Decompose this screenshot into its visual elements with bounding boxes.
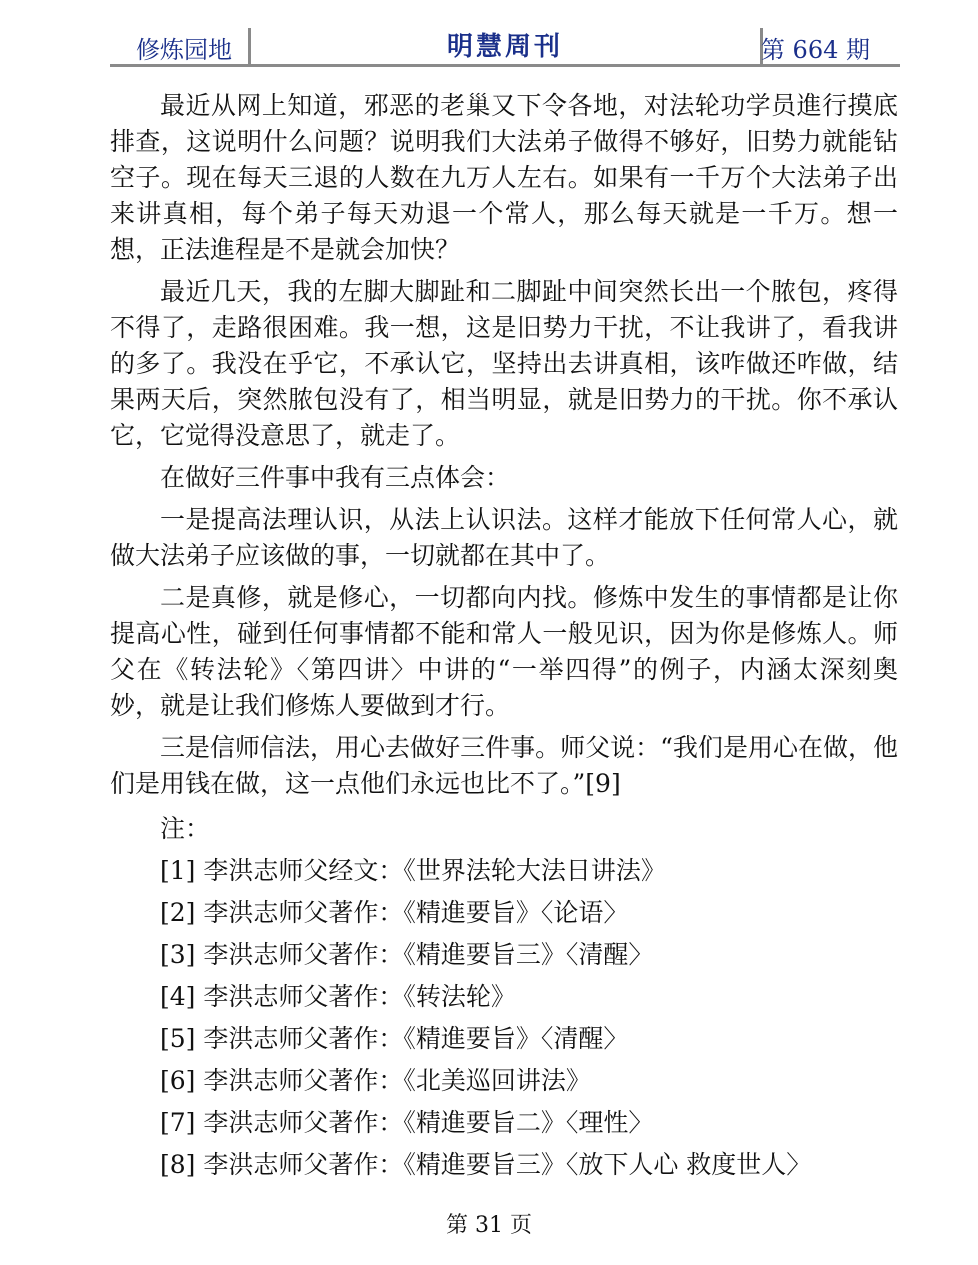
note-item: [7] 李洪志师父著作：《精進要旨二》〈理性〉: [160, 1108, 654, 1137]
paragraph: 在做好三件事中我有三点体会：: [160, 463, 511, 492]
paragraph: 二是真修，就是修心，一切都向内找。修炼中发生的事情都是让你提高心性，碰到任何事情都不能和常人一般见识，因为你是修炼人。师父在《转法轮》〈第四讲〉中讲的“一举四得”的例子，内涵太深刻奥妙，就是让我们修炼人要做到才行。: [110, 583, 898, 720]
note-item: [1] 李洪志师父经文：《世界法轮大法日讲法》: [160, 856, 666, 885]
note-item: [4] 李洪志师父著作：《转法轮》: [160, 982, 516, 1011]
notes-heading: 注：: [160, 814, 211, 843]
paragraph: 最近从网上知道，邪恶的老巢又下令各地，对法轮功学员進行摸底排查，这说明什么问题？说明我们大法弟子做得不够好，旧势力就能钻空子。现在每天三退的人数在九万人左右。如果有一千万个大法弟子出来讲真相，每个弟子每天劝退一个常人，那么每天就是一千万。想一想，正法進程是不是就会加快？: [110, 91, 898, 264]
note-item: [2] 李洪志师父著作：《精進要旨》〈论语〉: [160, 898, 629, 927]
notes-list: [110, 850, 898, 1186]
paragraph: 三是信师信法，用心去做好三件事。师父说：“我们是用心在做，他们是用钱在做，这一点他们永远也比不了。”[9]: [110, 733, 898, 798]
article-body: [110, 88, 898, 1186]
page-header: [110, 22, 900, 70]
note-item: [5] 李洪志师父著作：《精進要旨》〈清醒〉: [160, 1024, 629, 1053]
paragraph: 最近几天，我的左脚大脚趾和二脚趾中间突然长出一个脓包，疼得不得了，走路很困难。我一想，这是旧势力干扰，不让我讲了，看我讲的多了。我没在乎它，不承认它，坚持出去讲真相，该咋做还咋做，结果两天后，突然脓包没有了，相当明显，就是旧势力的干扰。你不承认它，它觉得没意思了，就走了。: [110, 277, 898, 450]
section-title: 修炼园地: [136, 36, 232, 64]
note-item: [6] 李洪志师父著作：《北美巡回讲法》: [160, 1066, 591, 1095]
issue-number: 第 664 期: [760, 36, 870, 64]
page-number: 第 31 页: [446, 1213, 532, 1238]
paragraph: 一是提高法理认识，从法上认识法。这样才能放下任何常人心，就做大法弟子应该做的事，一切就都在其中了。: [110, 505, 898, 570]
note-item: [3] 李洪志师父著作：《精進要旨三》〈清醒〉: [160, 940, 654, 969]
publication-title: 明慧周刊: [446, 32, 563, 62]
note-item: [8] 李洪志师父著作：《精進要旨三》〈放下人心 救度世人〉: [160, 1150, 812, 1179]
